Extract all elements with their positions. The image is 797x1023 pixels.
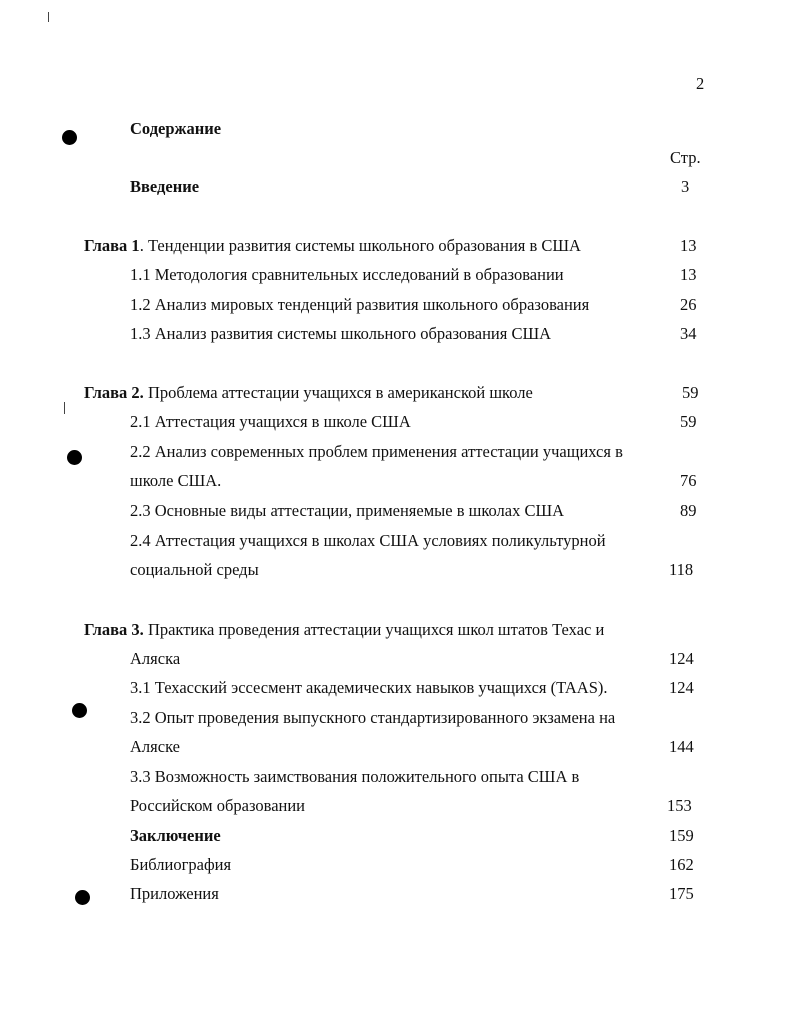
toc-page-3-2: 144 [669, 737, 694, 756]
toc-section-3-2-line1: 3.2 Опыт проведения выпускного стандартизированного экзамена на [130, 708, 616, 727]
toc-page-ch1: 13 [680, 236, 697, 255]
toc-section-2-4-line1: 2.4 Аттестация учащихся в школах США условиях поликультурной [130, 531, 606, 550]
toc-page-2-1: 59 [680, 412, 697, 431]
toc-chapter-3-line2: Аляска [130, 649, 181, 668]
toc-section-3-3-line2: Российском образовании [130, 796, 306, 815]
toc-chapter-2 [84, 383, 533, 403]
chapter-2-prefix: Глава 2. [84, 383, 144, 402]
toc-entry-appendix: Приложения [130, 884, 219, 903]
punch-hole [75, 890, 90, 905]
punch-hole [62, 130, 77, 145]
scan-speck [64, 402, 65, 414]
toc-section-1-1: 1.1 Методология сравнительных исследований в образовании [130, 265, 564, 284]
punch-hole [67, 450, 82, 465]
toc-page-intro: 3 [681, 177, 690, 196]
toc-chapter-1 [84, 236, 581, 256]
chapter-1-title: . Тенденции развития системы школьного образования в США [139, 236, 581, 255]
toc-page-ch3: 124 [669, 649, 694, 668]
chapter-3-prefix: Глава 3. [84, 620, 144, 639]
toc-page-bibliography: 162 [669, 855, 694, 874]
toc-page-1-2: 26 [680, 295, 697, 314]
page-number: 2 [696, 74, 705, 93]
punch-hole [72, 703, 87, 718]
toc-section-2-1: 2.1 Аттестация учащихся в школе США [130, 412, 411, 431]
toc-entry-bibliography: Библиография [130, 855, 232, 874]
toc-page-appendix: 175 [669, 884, 694, 903]
toc-section-2-3: 2.3 Основные виды аттестации, применяемые в школах США [130, 501, 565, 520]
chapter-1-prefix: Глава 1 [84, 236, 140, 255]
toc-page-3-1: 124 [669, 678, 694, 697]
toc-chapter-3 [84, 620, 604, 640]
page-column-label: Стр. [670, 148, 701, 167]
toc-page-1-1: 13 [680, 265, 697, 284]
toc-page-1-3: 34 [680, 324, 697, 343]
toc-page-3-3: 153 [667, 796, 692, 815]
toc-entry-conclusion: Заключение [130, 826, 221, 845]
toc-section-3-3-line1: 3.3 Возможность заимствования положительного опыта США в [130, 767, 580, 786]
scan-speck [48, 12, 49, 22]
toc-section-2-2-line1: 2.2 Анализ современных проблем применения аттестации учащихся в [130, 442, 623, 461]
chapter-3-title: Практика проведения аттестации учащихся школ штатов Техас и [143, 620, 605, 639]
toc-section-2-2-line2: школе США. [130, 471, 222, 490]
toc-section-3-2-line2: Аляске [130, 737, 180, 756]
toc-page-2-2: 76 [680, 471, 697, 490]
toc-section-3-1: 3.1 Техасский эссесмент академических навыков учащихся (TAAS). [130, 678, 608, 697]
toc-entry-intro: Введение [130, 177, 200, 196]
toc-page-2-3: 89 [680, 501, 697, 520]
toc-section-2-4-line2: социальной среды [130, 560, 259, 579]
toc-title: Содержание [130, 119, 222, 138]
toc-page-2-4: 118 [669, 560, 694, 579]
toc-section-1-3: 1.3 Анализ развития системы школьного образования США [130, 324, 552, 343]
toc-page-ch2: 59 [682, 383, 699, 402]
chapter-2-title: Проблема аттестации учащихся в американской школе [143, 383, 533, 402]
toc-section-1-2: 1.2 Анализ мировых тенденций развития школьного образования [130, 295, 590, 314]
toc-page-conclusion: 159 [669, 826, 694, 845]
